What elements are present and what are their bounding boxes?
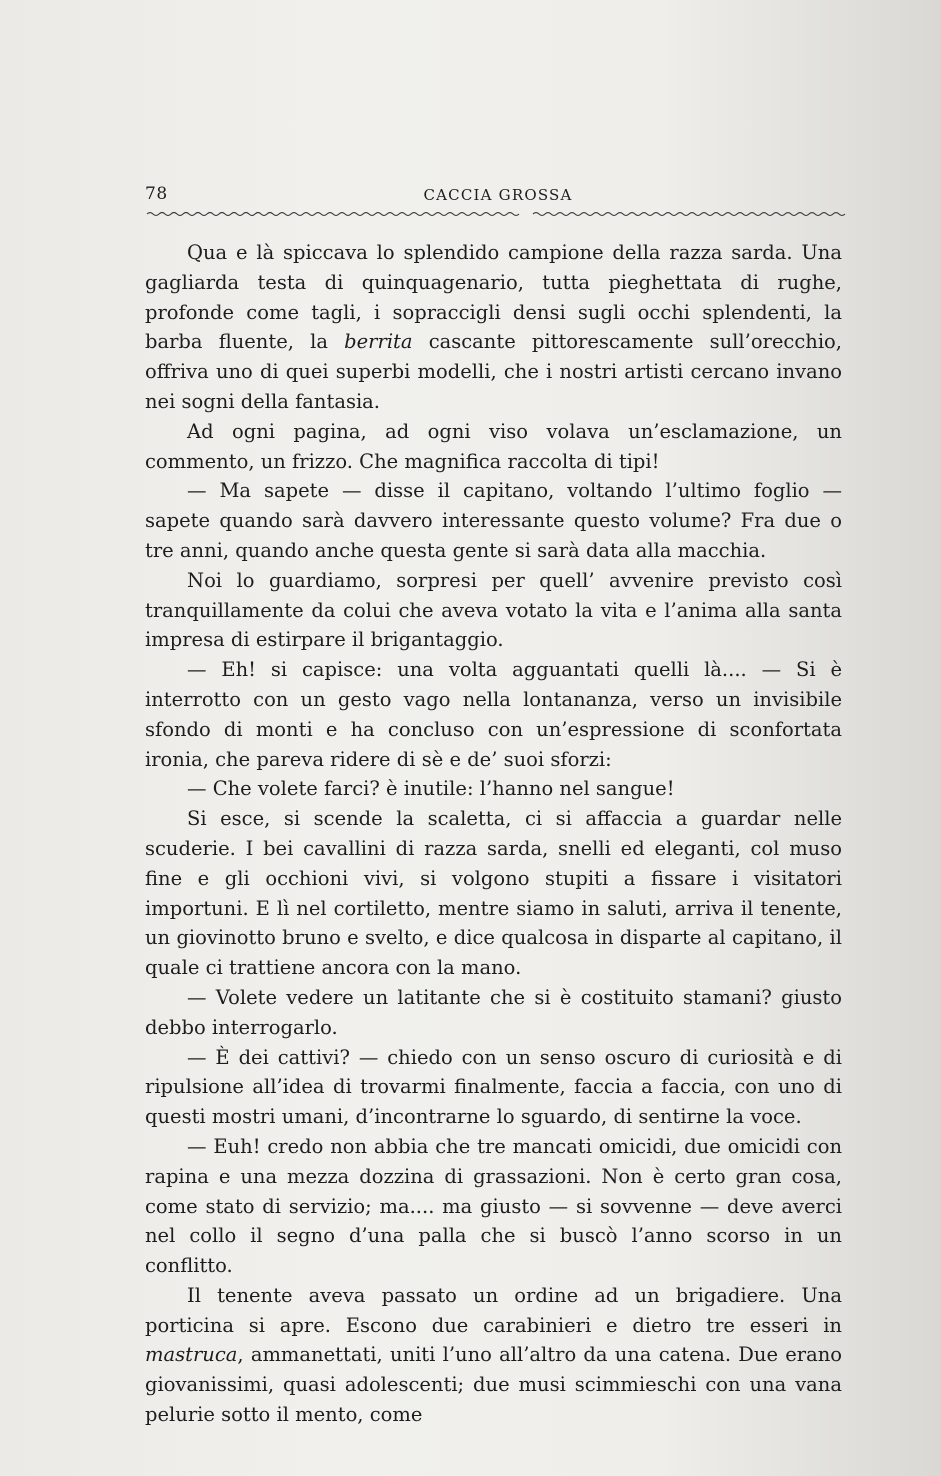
paragraph [145,804,842,983]
paragraph [145,655,842,774]
italic-term: berrita [344,330,413,354]
paragraph-text: — Che volete farci? è inutile: l’hanno nel sangue! [187,777,675,801]
paragraph-text: cascante pittorescamente sull’orecchio, offriva uno di quei superbi modelli, che i nostri artisti cercano invano nei sogni della fantasia. [145,330,842,413]
paragraph [145,417,842,477]
page-header [145,184,851,208]
paragraph [145,774,842,804]
paragraph [145,1281,842,1430]
paragraph-text: Ad ogni pagina, ad ogni viso volava un’esclamazione, un commento, un frizzo. Che magnifica raccolta di tipi! [145,419,842,473]
paragraph [145,476,842,565]
paragraph-text: Noi lo guardiamo, sorpresi per quell’ avvenire previsto così tranquillamente da colui che aveva votato la vita e l’anima alla santa impresa di estirpare il brigantaggio. [145,568,842,652]
paragraph-text: Si esce, si scende la scaletta, ci si affaccia a guardar nelle scuderie. I bei cavallini di razza sarda, snelli ed eleganti, col muso fine e gli occhioni vivi, si volgono stupiti a fissare i visitatori importuni. E lì nel cortiletto, mentre siamo in saluti, arriva il tenente, un giovinotto bruno e svelto, e dice qualcosa in disparte al capitano, il quale ci trattiene ancora con la mano. [145,807,842,980]
header-wavy-rule [145,207,851,221]
paragraph-text: — Euh! credo non abbia che tre mancati omicidi, due omicidi con rapina e una mezza dozzina di grassazioni. Non è certo gran cosa, come stato di servizio; ma.... ma giusto — si sovvenne — deve averci nel collo il segno d’una palla che si buscò l’anno scorso in un conflitto. [145,1134,842,1278]
paragraph-text: — Volete vedere un latitante che si è costituito stamani? giusto debbo interrogarlo. [145,985,842,1039]
paragraph-text: , ammanettati, uniti l’uno all’altro da una catena. Due erano giovanissimi, quasi adolescenti; due musi scimmieschi con una vana pelurie sotto il mento, come [145,1343,842,1427]
paragraph [145,1043,842,1132]
paragraph-text: — Ma sapete — disse il capitano, voltando l’ultimo foglio — sapete quando sarà davvero interessante questo volume? Fra due o tre anni, quando anche questa gente si sarà data alla macchia. [145,479,842,562]
paragraph [145,983,842,1043]
paragraph [145,566,842,655]
paragraph [145,1132,842,1281]
paragraph-text: Il tenente aveva passato un ordine ad un brigadiere. Una porticina si apre. Escono due carabinieri e dietro tre esseri in [145,1283,842,1337]
paragraph-text: Qua e là spiccava lo splendido campione della razza sarda. Una gagliarda testa di quinquagenario, tutta pieghettata di rughe, profonde come tagli, i sopraccigli densi sugli occhi splendenti, la barba fluente, la [145,241,842,354]
body-text [145,238,842,1430]
page-number: 78 [145,184,168,204]
paragraph [145,238,842,417]
paragraph-text: — È dei cattivi? — chiedo con un senso oscuro di curiosità e di ripulsione all’idea di trovarmi finalmente, faccia a faccia, con uno di questi mostri umani, d’incontrarne lo sguardo, di sentirne la voce. [145,1045,842,1129]
running-title: CACCIA GROSSA [423,186,573,204]
italic-term: mastruca [145,1343,238,1367]
paragraph-text: — Eh! si capisce: una volta agguantati quelli là.... — Si è interrotto con un gesto vago nella lontananza, verso un invisibile sfondo di monti e ha concluso con un’espressione di sconfortata ironia, che pareva ridere di sè e de’ suoi sforzi: [145,658,842,771]
